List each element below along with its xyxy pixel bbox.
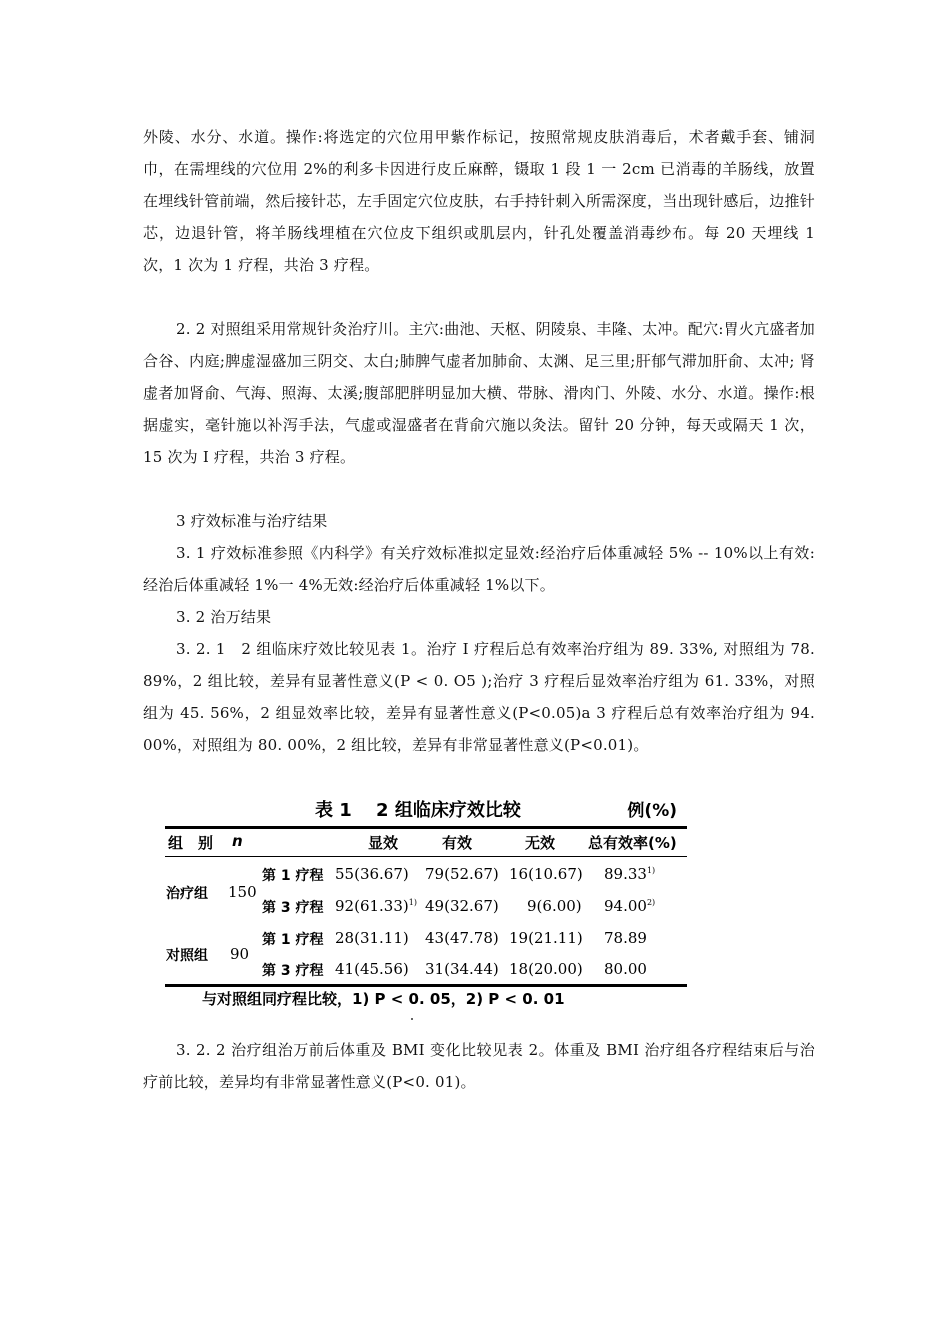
cell-youxiao: 31(34.44) xyxy=(425,960,499,978)
table-header-rule xyxy=(165,856,687,857)
group-name: 对照组 xyxy=(166,948,208,964)
table-unit: 例(%) xyxy=(627,801,677,821)
paragraph-3-2-1: 3. 2. 1 2 组临床疗效比较见表 1。治疗 I 疗程后总有效率治疗组为 89. 33%, 对照组为 78. 89%，2 组比较，差异有显著性意义(P < 0. O5 );治疗 3 疗程后显效率治疗组为 61. 33%，对照组为 45. 56%，2 组显效率比较，差异有显著性意义(P<0.05)a 3 疗程后总有效率治疗组为 94. 00%，对照组为 80. 00%，2 组比较，差异有非常显著性意义(P<0.01)。 xyxy=(143,640,815,754)
table-top-rule xyxy=(165,826,687,829)
course-label: 第 1 疗程 xyxy=(262,868,324,884)
significance-mark: 2) xyxy=(646,898,656,907)
cell-xianxiao xyxy=(335,897,417,915)
cell-total xyxy=(604,897,655,915)
cell-wuxiao: 16(10.67) xyxy=(509,865,583,883)
cell-wuxiao: 18(20.00) xyxy=(509,960,583,978)
cell-youxiao: 79(52.67) xyxy=(425,865,499,883)
header-n: n xyxy=(232,832,243,850)
table-title: 表 1 2 组临床疗效比较 xyxy=(315,800,521,821)
table-title-row xyxy=(165,796,685,824)
group-name: 治疗组 xyxy=(166,886,208,902)
paragraph-procedure: 外陵、水分、水道。操作:将选定的穴位用甲紫作标记，按照常规皮肤消毒后，术者戴手套、铺洞巾，在需埋线的穴位用 2%的利多卡因进行皮丘麻醉，镊取 1 段 1 一 2cm 已消毒的羊肠线，放置在埋线针管前端，然后接针芯，左手固定穴位皮肤，右手持针刺入所需深度，当出现针感后，边推针芯，边退针管，将羊肠线埋植在穴位皮下组织或肌层内，针孔处覆盖消毒纱布。每 20 天埋线 1 次，1 次为 1 疗程，共治 3 疗程。 xyxy=(143,128,815,274)
table-bottom-rule xyxy=(165,984,687,987)
section-heading-3-2: 3. 2 治万结果 xyxy=(176,608,272,626)
group-n: 90 xyxy=(230,945,250,963)
table-footnote: 与对照组同疗程比较，1) P < 0. 05，2) P < 0. 01 xyxy=(202,990,565,1008)
group-n: 150 xyxy=(228,883,257,901)
paragraph-3-1: 3. 1 疗效标准参照《内科学》有关疗效标准拟定显效:经治疗后体重减轻 5% -- 10%以上有效:经治后体重减轻 1%一 4%无效:经治疗后体重减轻 1%以下。 xyxy=(143,544,815,594)
cell-xianxiao-value: 92(61.33) xyxy=(335,897,409,915)
cell-wuxiao: 19(21.11) xyxy=(509,929,583,947)
significance-mark: 1) xyxy=(408,898,417,907)
header-total: 总有效率(%) xyxy=(588,834,677,852)
course-label: 第 1 疗程 xyxy=(262,932,324,948)
header-xianxiao: 显效 xyxy=(368,834,399,852)
cell-total-value: 89.33 xyxy=(604,865,647,883)
significance-mark: 1) xyxy=(646,866,656,875)
cell-youxiao: 43(47.78) xyxy=(425,929,499,947)
cell-xianxiao: 55(36.67) xyxy=(335,865,409,883)
cell-total xyxy=(604,865,655,883)
course-label: 第 3 疗程 xyxy=(262,900,324,916)
cell-total: 78.89 xyxy=(604,929,647,947)
cell-xianxiao: 41(45.56) xyxy=(335,960,409,978)
section-heading-3: 3 疗效标准与治疗结果 xyxy=(176,512,328,530)
course-label: 第 3 疗程 xyxy=(262,963,324,979)
scan-speck xyxy=(411,1018,413,1020)
paragraph-2-2: 2. 2 对照组采用常规针灸治疗川。主穴:曲池、天枢、阴陵泉、丰隆、太冲。配穴:胃火亢盛者加合谷、内庭;脾虚湿盛加三阴交、太白;肺脾气虚者加肺俞、太渊、足三里;肝郁气滞加肝俞、太冲; 肾虚者加肾俞、气海、照海、太溪;腹部肥胖明显加大横、带脉、滑肉门、外陵、水分、水道。操作:根据虚实，毫针施以补泻手法，气虚或湿盛者在背俞穴施以灸法。留针 20 分钟，每天或隔天 1 次，15 次为 I 疗程，共治 3 疗程。 xyxy=(143,320,815,466)
cell-total-value: 94.00 xyxy=(604,897,647,915)
header-group: 组 别 xyxy=(168,834,214,852)
header-youxiao: 有效 xyxy=(442,834,473,852)
cell-wuxiao: 9(6.00) xyxy=(527,897,582,915)
paragraph-3-2-2: 3. 2. 2 治疗组治万前后体重及 BMI 变化比较见表 2。体重及 BMI 治疗组各疗程结束后与治疗前比较，差异均有非常显著性意义(P<0. 01)。 xyxy=(143,1041,815,1091)
cell-youxiao: 49(32.67) xyxy=(425,897,499,915)
header-wuxiao: 无效 xyxy=(525,834,556,852)
cell-xianxiao: 28(31.11) xyxy=(335,929,409,947)
cell-total: 80.00 xyxy=(604,960,647,978)
